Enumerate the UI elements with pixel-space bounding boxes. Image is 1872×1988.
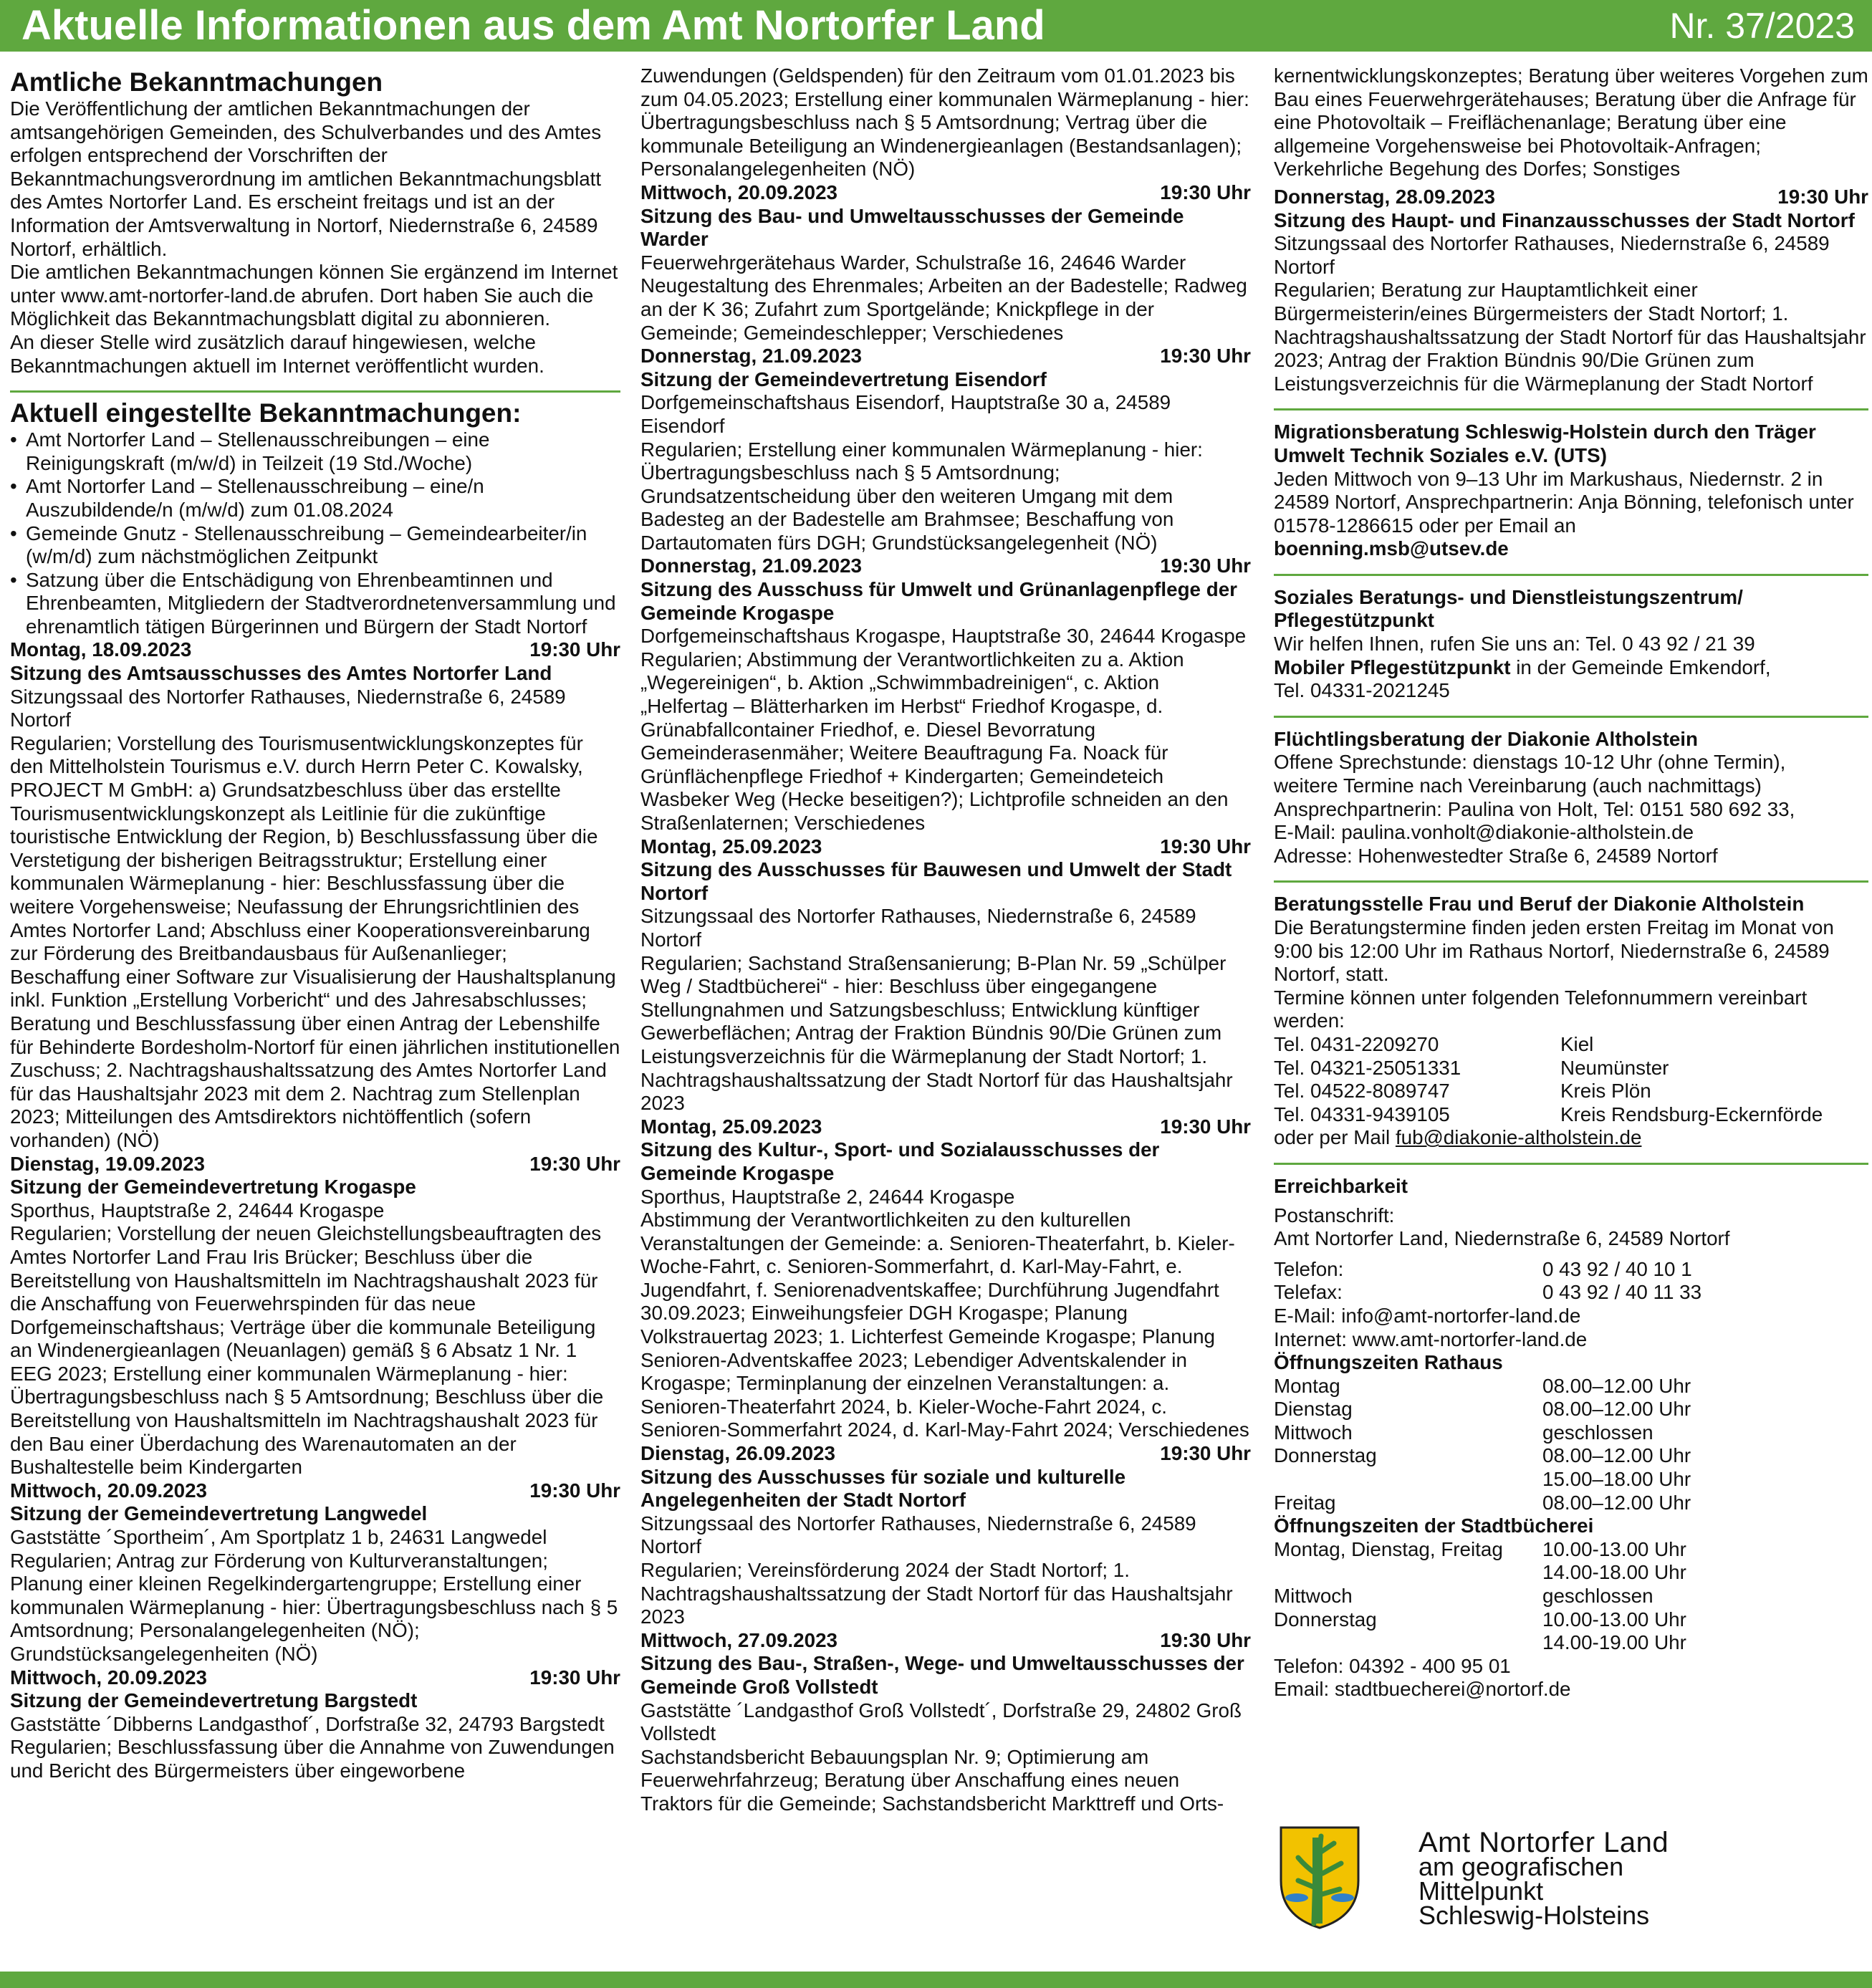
event-entry <box>640 345 1251 554</box>
event-title: Sitzung der Gemeindevertretung Langwedel <box>10 1502 428 1525</box>
page-title: Aktuelle Informationen aus dem Amt Nortorfer Land <box>21 2 1045 49</box>
hours-value: 15.00–18.00 Uhr <box>1542 1468 1691 1491</box>
day-label: Dienstag <box>1274 1398 1353 1421</box>
postal-label: Postanschrift: <box>1274 1204 1395 1226</box>
day-label: Mittwoch <box>1274 1585 1353 1608</box>
event-time: 19:30 Uhr <box>529 1152 620 1175</box>
event-agenda-continued: kernentwicklungskonzeptes; Beratung über weiteres Vorgehen zum Bau eines Feuerwehrgerätehauses; Beratung über die Anfrage für eine Photovoltaik – Freiflächenanlage; Beratung über eine allgemeine Vorgehensweise bei Photovoltaik-Anfragen; Verkehrliche Begehung des Dorfes; Sonstiges <box>1274 64 1868 181</box>
contact-label: Telefax: <box>1274 1281 1343 1304</box>
event-time: 19:30 Uhr <box>1160 1628 1251 1651</box>
event-location: Sitzungssaal des Nortorfer Rathauses, Niedernstraße 6, 24589 Nortorf <box>10 685 566 731</box>
event-time: 19:30 Uhr <box>529 638 620 661</box>
list-item[interactable]: • Amt Nortorfer Land – Stellenausschreibung – eine/n Auszubildende/n (m/w/d) zum 01.08.2024 <box>10 475 484 521</box>
column-1 <box>10 64 620 1783</box>
phone-table <box>1274 1033 1868 1126</box>
day-label <box>1274 1468 1542 1492</box>
event-entry <box>1274 186 1868 395</box>
event-time: 19:30 Uhr <box>1160 554 1251 577</box>
contact-table <box>1274 1258 1868 1305</box>
phone-number: Tel. 04321-25051331 <box>1274 1056 1461 1079</box>
header-banner <box>0 0 1872 52</box>
event-date: Dienstag, 19.09.2023 <box>10 1152 205 1175</box>
section-title: Migrationsberatung Schleswig-Holstein durch den Träger Umwelt Technik Soziales e.V. (UTS) <box>1274 421 1816 466</box>
list-item[interactable]: • Amt Nortorfer Land – Stellenausschreibungen – eine Reinigungskraft (m/w/d) in Teilzeit (19 Std./Woche) <box>10 428 490 474</box>
event-agenda: Regularien; Vorstellung der neuen Gleichstellungsbeauftragten des Amtes Nortorfer Land Frau Iris Brücker; Beschluss über die Bereitstellung von Haushaltsmitteln im Nachtragshaushalt 2023 für die Anschaffung von Feuerwehrspinden für das neue Dorfgemeinschaftshaus; Verträge über die kommunale Beteiligung an Windenergieanlagen (Neuanlagen) gemäß § 6 Absatz 1 Nr. 1 EEG 2023; Erstellung einer kommunalen Wärmeplanung - hier: Übertragungsbeschluss nach § 5 Amtsordnung; Beschluss über die Bereitstellung von Haushaltsmitteln im Nachtragshaushalt 2023 für den Bau einer Überdachung des Warenautomaten an der Bushaltestelle beim Kindergarten <box>10 1222 604 1479</box>
email-link[interactable]: boenning.msb@utsev.de <box>1274 537 1509 560</box>
event-date: Donnerstag, 21.09.2023 <box>640 554 863 577</box>
logo-line: Mittelpunkt <box>1419 1876 1544 1906</box>
event-date: Mittwoch, 27.09.2023 <box>640 1628 837 1651</box>
event-agenda: Sachstandsbericht Bebauungsplan Nr. 9; Optimierung am Feuerwehrfahrzeug; Beratung über Anschaffung eines neuen Traktors für die Gemeinde; Sachstandsbericht Markttreff und Orts- <box>640 1745 1224 1815</box>
event-title: Sitzung des Bau-, Straßen-, Wege- und Umweltausschusses der Gemeinde Groß Vollstedt <box>640 1652 1244 1698</box>
event-agenda: Regularien; Antrag zur Förderung von Kulturveranstaltungen; Planung einer kleinen Regelkindergartengruppe; Erstellung einer kommunalen Wärmeplanung - hier: Übertragungsbeschluss nach § 5 Amtsordnung; Personalangelegenheiten (NÖ); Grundstücksangelegenheiten (NÖ) <box>10 1549 618 1665</box>
day-label: Donnerstag <box>1274 1608 1377 1631</box>
day-label <box>1274 1631 1542 1655</box>
contact-label: Telefon: <box>1274 1257 1344 1280</box>
event-entry <box>10 1479 620 1666</box>
mobil-text: in der Gemeinde Emkendorf, <box>1510 656 1771 678</box>
section-text: Jeden Mittwoch von 9–13 Uhr im Markushaus, Niedernstr. 2 in 24589 Nortorf, Ansprechpartnerin: Anja Bönning, telefonisch unter 01578-1286615 oder per Email an <box>1274 467 1854 537</box>
bullet-icon: • <box>10 475 17 498</box>
day-label <box>1274 1561 1542 1585</box>
event-agenda: Regularien; Vorstellung des Tourismusentwicklungskonzeptes für den Mittelholstein Tourismus e.V. durch Herrn Peter C. Kowalsky, PROJECT M GmbH: a) Grundsatzbeschluss über das erstellte Tourismusentwicklungskonzept als Leitlinie für die zukünftige touristische Entwicklung der Region, b) Beschlussfassung über die Verstetigung der bisherigen Beitragsstruktur; Erstellung einer kommunalen Wärmeplanung - hier: Beschlussfassung über die weitere Vorgehensweise; Neufassung der Ehrungsrichtlinien des Amtes Nortorfer Land; Abschluss einer Kooperationsvereinbarung zur Förderung des Breitbandausbaus für Außenanlieger; Beschaffung einer Software zur Visualisierung der Haushaltsplanung inkl. Funktion „Erstellung Vorbericht“ und des Jahresabschlusses; Beratung und Beschlussfassung über einen Antrag der Lebenshilfe für Behinderte Bordesholm-Nortorf für einen jährlichen institutionellen Zuschuss; 2. Nachtragshaushaltssatzung des Amtes Nortorfer Land für das Haushaltsjahr 2023 mit dem 2. Nachtrag zum Stellenplan 2023; Mitteilungen des Amtsdirektors nichtöffentlich (sofern vorhanden) (NÖ) <box>10 731 620 1151</box>
event-time: 19:30 Uhr <box>1160 345 1251 368</box>
event-time: 19:30 Uhr <box>529 1479 620 1502</box>
bullet-icon: • <box>10 522 17 544</box>
email-link[interactable]: fub@diakonie-altholstein.de <box>1395 1126 1642 1149</box>
event-date: Mittwoch, 20.09.2023 <box>10 1479 207 1502</box>
day-label: Montag, Dienstag, Freitag <box>1274 1537 1503 1560</box>
amtlich-paragraph: Die Veröffentlichung der amtlichen Bekanntmachungen der amtsangehörigen Gemeinden, des Schulverbandes und des Amtes erfolgen entsprechend der Vorschriften der Bekanntmachungsverordnung im amtlichen Bekanntmachungsblatt des Amtes Nortorfer Land. Es erscheint freitags und ist an der Information der Amtsverwaltung in Nortorf, Niedernstraße 6, 24589 Nortorf, erhältlich. <box>10 97 602 260</box>
event-title: Sitzung des Ausschuss für Umwelt und Grünanlagenpflege der Gemeinde Krogaspe <box>640 578 1237 624</box>
rathaus-hours-table <box>1274 1375 1868 1515</box>
event-location: Feuerwehrgerätehaus Warder, Schulstraße 16, 24646 Warder <box>640 251 1186 274</box>
event-date: Donnerstag, 28.09.2023 <box>1274 185 1496 208</box>
section-title: Beratungsstelle Frau und Beruf der Diakonie Altholstein <box>1274 893 1805 916</box>
event-entry <box>640 554 1251 835</box>
event-entry <box>640 181 1251 345</box>
section-line: Ansprechpartnerin: Paulina von Holt, Tel: 0151 580 692 33, <box>1274 797 1795 820</box>
phone-number: Tel. 04331-2021245 <box>1274 679 1450 702</box>
logo-line: Amt Nortorfer Land <box>1419 1827 1669 1858</box>
rathaus-hours-title: Öffnungszeiten Rathaus <box>1274 1351 1503 1374</box>
day-label: Freitag <box>1274 1491 1336 1514</box>
phone-city: Kiel <box>1560 1032 1594 1055</box>
section-line: weitere Termine nach Vereinbarung (auch nachmittags) <box>1274 774 1762 797</box>
event-location: Gaststätte ´Sportheim´, Am Sportplatz 1 b, 24631 Langwedel <box>10 1526 547 1549</box>
phone-city: Kreis Rendsburg-Eckernförde <box>1560 1103 1823 1125</box>
section-line: E-Mail: paulina.vonholt@diakonie-altholstein.de <box>1274 821 1694 844</box>
event-date: Montag, 18.09.2023 <box>10 638 192 661</box>
buecherei-email: Email: stadtbuecherei@nortorf.de <box>1274 1678 1571 1701</box>
event-location: Sitzungssaal des Nortorfer Rathauses, Niedernstraße 6, 24589 Nortorf <box>640 905 1196 951</box>
event-location: Dorfgemeinschaftshaus Krogaspe, Hauptstraße 30, 24644 Krogaspe <box>640 625 1247 648</box>
buecherei-hours-title: Öffnungszeiten der Stadtbücherei <box>1274 1514 1594 1537</box>
contact-value: 0 43 92 / 40 10 1 <box>1542 1257 1692 1280</box>
event-title: Sitzung der Gemeindevertretung Krogaspe <box>10 1176 416 1199</box>
section-text: Die Beratungstermine finden jeden ersten Freitag im Monat von 9:00 bis 12:00 Uhr im Rathaus Nortorf, Niedernstraße 6, 24589 Nortorf, statt. <box>1274 916 1834 986</box>
event-date: Montag, 25.09.2023 <box>640 1115 822 1138</box>
event-entry <box>640 1629 1251 1816</box>
event-time: 19:30 Uhr <box>1777 185 1868 208</box>
phone-city: Neumünster <box>1560 1056 1669 1079</box>
section-line: Adresse: Hohenwestedter Straße 6, 24589 Nortorf <box>1274 844 1718 867</box>
event-title: Sitzung des Ausschusses für Bauwesen und Umwelt der Stadt Nortorf <box>640 858 1232 904</box>
phone-number: Tel. 04522-8089747 <box>1274 1080 1450 1103</box>
event-title: Sitzung des Haupt- und Finanzausschusses der Stadt Nortorf <box>1274 208 1855 231</box>
list-item[interactable]: • Gemeinde Gnutz - Stellenausschreibung – Gemeindearbeiter/in (w/m/d) zum nächstmöglichen Zeitpunkt <box>10 522 587 568</box>
event-entry <box>10 638 620 1152</box>
hours-value: 14.00-18.00 Uhr <box>1542 1561 1686 1584</box>
section-title: Flüchtlingsberatung der Diakonie Altholstein <box>1274 727 1699 750</box>
event-location: Gaststätte ´Landgasthof Groß Vollstedt´, Dorfstraße 29, 24802 Groß Vollstedt <box>640 1699 1242 1745</box>
list-item[interactable]: • Satzung über die Entschädigung von Ehrenbeamtinnen und Ehrenbeamten, Mitgliedern der Stadtverordnetenversammlung und ehrenamtlich tätigen Bürgerinnen und Bürgern der Stadt Nortorf <box>10 568 616 638</box>
issue-number: Nr. 37/2023 <box>1669 6 1855 46</box>
buecherei-phone: Telefon: 04392 - 400 95 01 <box>1274 1654 1511 1677</box>
day-label: Mittwoch <box>1274 1421 1353 1444</box>
event-title: Sitzung der Gemeindevertretung Bargstedt <box>10 1689 418 1712</box>
bullet-icon: • <box>10 428 17 451</box>
frau-beruf-section <box>1274 893 1868 1150</box>
section-title: Soziales Beratungs- und Dienstleistungszentrum/ Pflegestützpunkt <box>1274 585 1743 632</box>
buecherei-hours-table <box>1274 1538 1868 1655</box>
logo-line: Schleswig-Holsteins <box>1419 1901 1650 1930</box>
event-entry <box>640 835 1251 1115</box>
divider <box>10 390 620 393</box>
phone-number: Tel. 04331-9439105 <box>1274 1103 1450 1125</box>
event-agenda: Abstimmung der Verantwortlichkeiten zu den kulturellen Veranstaltungen der Gemeinde: a. Senioren-Theaterfahrt, b. Kieler-Woche-Fahrt, c. Senioren-Sommerfahrt, d. Karl-May-Fahrt, e. Jugendfahrt, f. Seniorenadventskaffee; Durchführung Jugendfahrt 30.09.2023; Einweihungsfeier DGH Krogaspe; Planung Volkstrauertag 2023; 1. Lichterfest Gemeinde Krogaspe; Planung Senioren-Adventskaffee 2023; Lebendiger Adventskalender in Krogaspe; Terminplanung der einzelnen Veranstaltungen: a. Senioren-Theaterfahrt 2024, b. Kieler-Woche-Fahrt 2024, c. Senioren-Sommerfahrt 2024, d. Karl-May-Fahrt 2024; Verschiedenes <box>640 1209 1249 1441</box>
section-line: Offene Sprechstunde: dienstags 10-12 Uhr (ohne Termin), <box>1274 751 1786 774</box>
hours-value: geschlossen <box>1542 1585 1653 1608</box>
event-entry <box>640 1115 1251 1442</box>
event-agenda: Regularien; Vereinsförderung 2024 der Stadt Nortorf; 1. Nachtragshaushaltssatzung der Stadt Nortorf für das Haushaltsjahr 2023 <box>640 1559 1233 1628</box>
event-title: Sitzung des Kultur-, Sport- und Sozialausschusses der Gemeinde Krogaspe <box>640 1138 1160 1184</box>
event-time: 19:30 Uhr <box>1160 1442 1251 1465</box>
event-time: 19:30 Uhr <box>529 1666 620 1689</box>
event-date: Dienstag, 26.09.2023 <box>640 1442 835 1465</box>
divider <box>1274 408 1868 410</box>
event-date: Mittwoch, 20.09.2023 <box>10 1666 207 1689</box>
phone-number: Tel. 0431-2209270 <box>1274 1032 1439 1055</box>
event-location: Sporthus, Hauptstraße 2, 24644 Krogaspe <box>10 1199 385 1221</box>
erreichbarkeit-section <box>1274 1175 1868 1701</box>
migration-section <box>1274 421 1868 561</box>
event-entry <box>10 1153 620 1479</box>
hours-value: 08.00–12.00 Uhr <box>1542 1398 1691 1421</box>
section-title: Erreichbarkeit <box>1274 1174 1408 1197</box>
contact-value: 0 43 92 / 40 11 33 <box>1542 1281 1702 1304</box>
hours-value: geschlossen <box>1542 1421 1653 1444</box>
fluecht-section <box>1274 728 1868 868</box>
divider <box>1274 1163 1868 1165</box>
logo-text <box>1419 1827 1669 1930</box>
event-agenda: Regularien; Beschlussfassung über die Annahme von Zuwendungen und Bericht des Bürgermeisters über eingeworbene <box>10 1736 615 1782</box>
event-time: 19:30 Uhr <box>1160 1115 1251 1138</box>
hours-value: 08.00–12.00 Uhr <box>1542 1444 1691 1467</box>
email-text: E-Mail: info@amt-nortorfer-land.de <box>1274 1304 1581 1327</box>
event-entry <box>640 1442 1251 1629</box>
section-heading-amtlich: Amtliche Bekanntmachungen <box>10 67 383 97</box>
event-agenda-continued: Zuwendungen (Geldspenden) für den Zeitraum vom 01.01.2023 bis zum 04.05.2023; Erstellung einer kommunalen Wärmeplanung - hier: Übertragungsbeschluss nach § 5 Amtsordnung; Vertrag über die kommunale Beteiligung an Windenergieanlagen (Bestandsanlagen); Personalangelegenheiten (NÖ) <box>640 64 1249 181</box>
divider <box>1274 880 1868 883</box>
divider <box>1274 716 1868 718</box>
hours-value: 14.00-19.00 Uhr <box>1542 1631 1686 1654</box>
divider <box>1274 574 1868 576</box>
column-2 <box>640 64 1251 1816</box>
amtlich-paragraph: Die amtlichen Bekanntmachungen können Sie ergänzend im Internet unter www.amt-nortorfer-land.de abrufen. Dort haben Sie auch die Möglichkeit das Bekanntmachungsblatt digital zu abonnieren. <box>10 261 618 330</box>
footer-bar <box>0 1972 1872 1988</box>
event-title: Sitzung des Bau- und Umweltausschusses der Gemeinde Warder <box>640 204 1184 251</box>
bullet-icon: • <box>10 568 17 591</box>
column-3 <box>1274 64 1868 1701</box>
hours-value: 10.00-13.00 Uhr <box>1542 1608 1686 1631</box>
event-time: 19:30 Uhr <box>1160 181 1251 203</box>
phone-city: Kreis Plön <box>1560 1080 1651 1103</box>
event-title: Sitzung der Gemeindevertretung Eisendorf <box>640 368 1047 390</box>
hours-value: 08.00–12.00 Uhr <box>1542 1491 1691 1514</box>
event-date: Donnerstag, 21.09.2023 <box>640 345 863 368</box>
logo-line: am geografischen <box>1419 1852 1624 1881</box>
internet-text: Internet: www.amt-nortorfer-land.de <box>1274 1327 1588 1350</box>
mail-prefix: oder per Mail <box>1274 1126 1396 1149</box>
event-date: Montag, 25.09.2023 <box>640 835 822 858</box>
event-location: Sitzungssaal des Nortorfer Rathauses, Niedernstraße 6, 24589 Nortorf <box>640 1512 1196 1558</box>
hours-value: 10.00-13.00 Uhr <box>1542 1537 1686 1560</box>
event-agenda: Regularien; Abstimmung der Verantwortlichkeiten zu a. Aktion „Wegereinigen“, b. Aktion „Schwimmbadreinigen“, c. Aktion „Helfertag – Blätterharken im Herbst“ Friedhof Krogaspe, d. Grünabfallcontainer Friedhof, e. Diesel Bevorratung Gemeinderasenmäher; Weitere Beauftragung Fa. Noack für Grünflächenpflege Friedhof + Kindergarten; Gemeindeteich Wasbeker Weg (Hecke beseitigen?); Lichtprofile schneiden an den Straßenlaternen; Verschiedenes <box>640 648 1229 834</box>
day-label: Montag <box>1274 1374 1340 1397</box>
day-label: Donnerstag <box>1274 1444 1377 1467</box>
event-time: 19:30 Uhr <box>1160 835 1251 858</box>
amtlich-paragraph: An dieser Stelle wird zusätzlich darauf hingewiesen, welche Bekanntmachungen aktuell im Internet veröffentlicht wurden. <box>10 330 544 377</box>
event-title: Sitzung des Amtsausschusses des Amtes Nortorfer Land <box>10 662 552 685</box>
event-agenda: Regularien; Erstellung einer kommunalen Wärmeplanung - hier: Übertragungsbeschluss nach § 5 Amtsordnung; Grundsatzentscheidung über den weiteren Umgang mit dem Badesteg an der Badestelle am Brahmsee; Beschaffung von Dartautomaten fürs DGH; Grundstücksangelegenheit (NÖ) <box>640 438 1203 554</box>
section-heading-aktuell: Aktuell eingestellte Bekanntmachungen: <box>10 398 522 428</box>
section-text: Wir helfen Ihnen, rufen Sie uns an: Tel. 0 43 92 / 21 39 <box>1274 633 1755 656</box>
event-date: Mittwoch, 20.09.2023 <box>640 181 837 203</box>
hours-value: 08.00–12.00 Uhr <box>1542 1374 1691 1397</box>
event-entry <box>10 1666 620 1783</box>
section-text: Termine können unter folgenden Telefonnummern vereinbart werden: <box>1274 986 1808 1032</box>
sozial-section <box>1274 586 1868 703</box>
coat-of-arms-icon <box>1277 1823 1363 1931</box>
mobil-label: Mobiler Pflegestützpunkt <box>1274 656 1511 678</box>
event-location: Sitzungssaal des Nortorfer Rathauses, Niedernstraße 6, 24589 Nortorf <box>1274 232 1830 278</box>
event-location: Dorfgemeinschaftshaus Eisendorf, Hauptstraße 30 a, 24589 Eisendorf <box>640 391 1171 437</box>
event-location: Gaststätte ´Dibberns Landgasthof´, Dorfstraße 32, 24793 Bargstedt <box>10 1712 605 1735</box>
event-agenda: Regularien; Sachstand Straßensanierung; B-Plan Nr. 59 „Schülper Weg / Stadtbücherei“ - hier: Beschluss über eingegangene Stellungnahmen und Satzungsbeschluss; Entwicklung künftiger Gewerbeflächen; Antrag der Fraktion Bündnis 90/Die Grünen zum Leistungsverzeichnis für die Wärmeplanung der Stadt Nortorf; 1. Nachtragshaushaltssatzung der Stadt Nortorf für das Haushaltsjahr 2023 <box>640 951 1233 1115</box>
event-agenda: Neugestaltung des Ehrenmales; Arbeiten an der Badestelle; Radweg an der K 36; Zufahrt zum Sportgelände; Knickpflege in der Gemeinde; Gemeindeschlepper; Verschiedenes <box>640 274 1247 344</box>
event-location: Sporthus, Hauptstraße 2, 24644 Krogaspe <box>640 1185 1015 1208</box>
event-agenda: Regularien; Beratung zur Hauptamtlichkeit einer Bürgermeisterin/eines Bürgermeisters der Stadt Nortorf; 1. Nachtragshaushaltssatzung der Stadt Nortorf für das Haushaltsjahr 2023; Antrag der Fraktion Bündnis 90/Die Grünen zum Leistungsverzeichnis für die Wärmeplanung der Stadt Nortorf <box>1274 279 1866 395</box>
postal-address: Amt Nortorfer Land, Niedernstraße 6, 24589 Nortorf <box>1274 1227 1730 1250</box>
event-title: Sitzung des Ausschusses für soziale und kulturelle Angelegenheiten der Stadt Nortorf <box>640 1465 1126 1512</box>
